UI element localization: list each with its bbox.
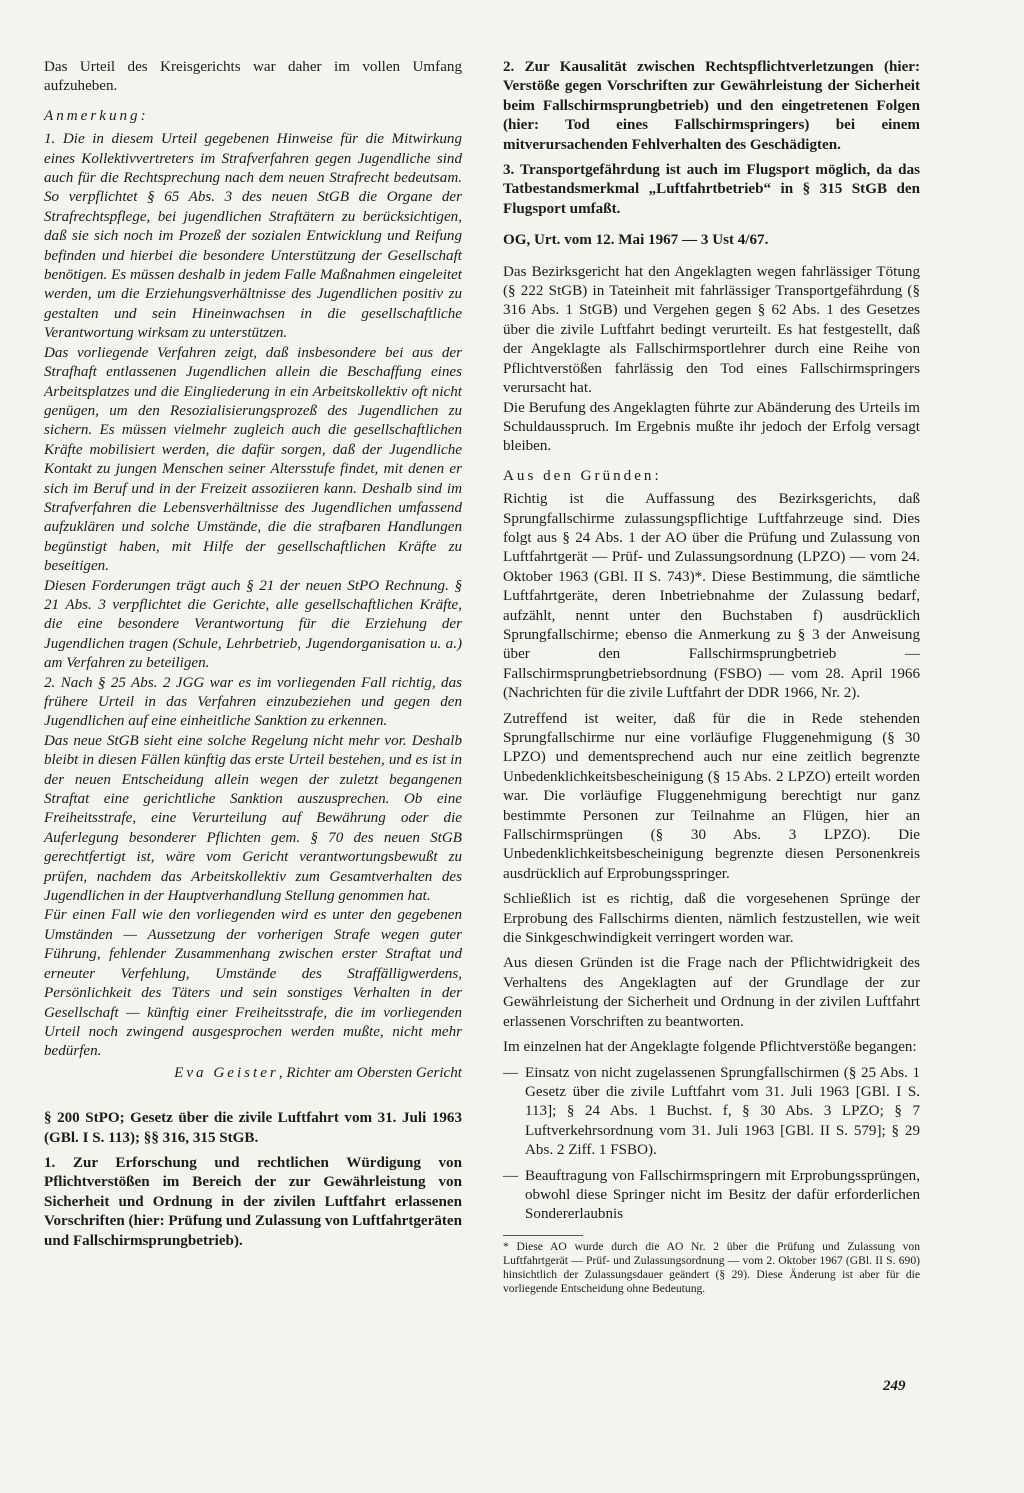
- verdict-conclusion: Das Urteil des Kreisgerichts war daher im vollen Umfang aufzuheben.: [44, 59, 462, 95]
- body-paragraph: Aus diesen Gründen ist die Frage nach der Pflichtwidrigkeit des Verhaltens des Angeklagten auf der Grundlage der zur Gewährleistung der Sicherheit und Ordnung in der zivilen Luftfahrt erlassenen Vorschriften zu beantworten.: [503, 955, 920, 1030]
- case-heading: § 200 StPO; Gesetz über die zivile Luftfahrt vom 31. Juli 1963 (GBl. I S. 113); §§ 316, 315 StGB.: [44, 1110, 462, 1146]
- annotation-paragraph: Das vorliegende Verfahren zeigt, daß insbesondere bei aus der Strafhaft entlassenen Jugendlichen allein die Beschaffung eines Arbeitsplatzes und die Eingliederung in ein Arbeitskollektiv oft nicht genügen, um den Resozialisierungsprozeß des Jugendlichen zu sichern. Es müssen vielmehr zugleich auch die gesellschaftlichen Kräfte mobilisiert werden, die dafür sorgen, daß der Jugendliche Kontakt zu jungen Menschen seiner Altersstufe findet, mit denen er sich im Beruf und in der Freizeit assoziieren kann. Deshalb sind im Strafverfahren die Lebensverhältnisse des Jugendlichen umfassend aufzuklären und solche Umstände, die die strafbaren Handlungen begünstigt haben, mit Hilfe der gesellschaftlichen Kräfte zu beseitigen.: [44, 344, 462, 575]
- footnote: * Diese AO wurde durch die AO Nr. 2 über die Prüfung und Zulassung von Luftfahrtgerät — Prüf- und Zulassungsordnung — vom 2. Oktober 1967 (GBl. II S. 690) hinsichtlich der Zulassungsdauer geändert (§ 29). Diese Änderung ist aber für die vorliegende Entscheidung ohne Bedeutung.: [503, 1239, 920, 1295]
- list-dash: —: [503, 1167, 519, 1184]
- annotation-paragraph: 1. Die in diesem Urteil gegebenen Hinweise für die Mitwirkung eines Kollektivvertreters im Strafverfahren gegen Jugendliche sind auch für die Rechtsprechung nach dem neuen Strafrecht bedeutsam. So verpflichtet § 65 Abs. 3 des neuen StGB die Organe der Strafrechtspflege, bei jugendlichen Straftätern zu berücksichtigen, daß sie sich noch im Prozeß der sozialen Entwicklung und Reifung befinden und hierbei die besondere Unterstützung der Gesellschaft benötigen. Es müssen deshalb in jedem Falle Maßnahmen eingeleitet werden, um die Erziehungsverhältnisse des Jugendlichen positiv zu gestalten und sein Hineinwachsen in die gesellschaftliche Verantwortung wirksam zu unterstützen.: [44, 131, 462, 342]
- body-paragraph: Die Berufung des Angeklagten führte zur Abänderung des Urteils im Schuldausspruch. Im Ergebnis mußte ihr jedoch der Erfolg versagt bleiben.: [503, 399, 920, 455]
- headnote-1: 1. Zur Erforschung und rechtlichen Würdigung von Pflichtverstößen im Bereich der zur Gewährleistung von Sicherheit und Ordnung in der zivilen Luftfahrt erlassenen Vorschriften (hier: Prüfung und Zulassung von Luftfahrtgeräten und Fallschirmsprungbetrieb).: [44, 1154, 462, 1249]
- right-column: [503, 58, 920, 1296]
- annotation-paragraph: Diesen Forderungen trägt auch § 21 der neuen StPO Rechnung. § 21 Abs. 3 verpflichtet die Gerichte, alle gesellschaftlichen Kräfte, die eine besondere Verantwortung für die Erziehung der Jugendlichen tragen (Schule, Lehrbetrieb, Jugendorganisation u. a.) am Verfahren zu beteiligen.: [44, 577, 462, 672]
- body-paragraph: Zutreffend ist weiter, daß für die in Rede stehenden Sprungfallschirme nur eine vorläufige Fluggenehmigung (§ 30 LPZO) und dementsprechend auch nur eine zeitlich begrenzte Unbedenklichkeitsbescheinigung (§ 15 Abs. 2 LPZO) erteilt worden war. Die vorläufige Fluggenehmigung berechtigt nur ganz bestimmte Personen zur Teilnahme an Flügen, hier an Fallschirmsprüngen (§ 30 Abs. 3 LPZO). Die Unbedenklichkeitsbescheinigung begrenzte diesen Personenkreis ausdrücklich auf Erprobungsspringer.: [503, 710, 920, 882]
- annotation-paragraph: 2. Nach § 25 Abs. 2 JGG war es im vorliegenden Fall richtig, das frühere Urteil in das Verfahren einzubeziehen und gegen den Jugendlichen auf eine einheitliche Sanktion zu erkennen.: [44, 674, 462, 730]
- headnote-2: 2. Zur Kausalität zwischen Rechtspflichtverletzungen (hier: Verstöße gegen Vorschriften zur Gewährleistung der Sicherheit beim Fallschirmsprungbetrieb) und den eingetretenen Folgen (hier: Tod eines Fallschirmspringers) bei einem mitverursachenden Fehlverhalten des Geschädigten.: [503, 59, 920, 153]
- violation-list-item: [503, 1064, 920, 1161]
- headnote-3: 3. Transportgefährdung ist auch im Flugsport möglich, da das Tatbestandsmerkmal „Luftfahrtbetrieb“ in § 315 StGB den Flugsport umfaßt.: [503, 162, 920, 217]
- annotation-heading: Anmerkung:: [44, 107, 149, 124]
- body-paragraph: Schließlich ist es richtig, daß die vorgesehenen Sprünge der Erprobung des Fallschirms dienten, nämlich festzustellen, wie weit die Sinkgeschwindigkeit verringert worden war.: [503, 891, 920, 947]
- body-paragraph: Richtig ist die Auffassung des Bezirksgerichts, daß Sprungfallschirme zulassungspflichtige Luftfahrzeuge sind. Dies folgt aus § 24 Abs. 1 der AO über die Prüfung und Zulassung von Luftfahrtgerät — Prüf- und Zulassungsordnung (LPZO) — vom 24. Oktober 1963 (GBl. II S. 743)*. Diese Bestimmung, die sämtliche Luftfahrtgeräte, deren Inbetriebnahme der Zulassung bedarf, aufzählt, nennt unter den Buchstaben f) ausdrücklich Sprungfallschirme; ebenso die Anmerkung zu § 3 der Anweisung über den Fallschirmsprungbetrieb — Fallschirmsprungbetriebsordnung (FSBO) — vom 28. April 1966 (Nachrichten für die zivile Luftfahrt der DDR 1966, Nr. 2).: [503, 491, 920, 702]
- list-item-text: Einsatz von nicht zugelassenen Sprungfallschirmen (§ 25 Abs. 1 Gesetz über die zivile Luftfahrt vom 31. Juli 1963 [GBl. I S. 113]; § 24 Abs. 1 Buchst. f, § 30 Abs. 3 LPZO; § 7 Luftverkehrsordnung vom 31. Juli 1963 [GBl. II S. 579]; § 29 Abs. 2 Ziff. 1 FSBO).: [525, 1064, 920, 1159]
- reasons-heading: Aus den Gründen:: [503, 467, 662, 484]
- list-item-text: Beauftragung von Fallschirmspringern mit Erprobungssprüngen, obwohl diese Springer nicht im Besitz der dafür erforderlichen Sondererlaubnis: [525, 1167, 920, 1223]
- author-role: , Richter am Obersten Gericht: [278, 1064, 462, 1081]
- page-number: 249: [883, 1378, 906, 1394]
- court-citation: OG, Urt. vom 12. Mai 1967 — 3 Ust 4/67.: [503, 232, 769, 249]
- list-dash: —: [503, 1064, 519, 1081]
- left-column: [44, 58, 462, 1251]
- annotation-paragraph: Für einen Fall wie den vorliegenden wird es unter den gegebenen Umständen — Aussetzung der vorherigen Strafe wegen guter Führung, fehlender Zusammenhang zwischen erster Straftat und erneuter Verfehlung, Umstände des Straffälligwerdens, Persönlichkeit des Täters und sein sonstiges Verhalten in der Gesellschaft — künftig einer Freiheitsstrafe, die im vorliegenden Urteil noch zwingend ausgesprochen werden mußte, nicht mehr bedürfen.: [44, 907, 462, 1060]
- body-paragraph: Im einzelnen hat der Angeklagte folgende Pflichtverstöße begangen:: [503, 1039, 917, 1056]
- footnote-divider: [503, 1235, 583, 1236]
- annotation-paragraph: Das neue StGB sieht eine solche Regelung nicht mehr vor. Deshalb bleibt in diesen Fällen künftig das erste Urteil bestehen, und es ist in der neuen Entscheidung allein wegen der zuletzt begangenen Straftat eine gerichtliche Sanktion auszusprechen. Ob eine Freiheitsstrafe, eine Verurteilung auf Bewährung oder die Auferlegung besonderer Pflichten gem. § 70 des neuen StGB gerechtfertigt ist, wäre vom Gericht verantwortungsbewußt zu prüfen, nachdem das Arbeitskollektiv zum Gesamtverhalten des Jugendlichen in der Hauptverhandlung Stellung genommen hat.: [44, 732, 462, 905]
- author-signature: [44, 1064, 462, 1083]
- violation-list-item: [503, 1167, 920, 1225]
- body-paragraph: Das Bezirksgericht hat den Angeklagten wegen fahrlässiger Tötung (§ 222 StGB) in Tateinheit mit fahrlässiger Transportgefährdung (§ 316 Abs. 1 StGB) und Vergehen gegen § 62 Abs. 1 des Gesetzes über die zivile Luftfahrt bedingt verurteilt. Es hat festgestellt, daß der Angeklagte als Fallschirmsportlehrer durch eine Reihe von Pflichtverstößen fahrlässig den Tod eines Fallschirmspringers verursacht hat.: [503, 263, 920, 397]
- author-name: Eva Geister: [174, 1064, 279, 1081]
